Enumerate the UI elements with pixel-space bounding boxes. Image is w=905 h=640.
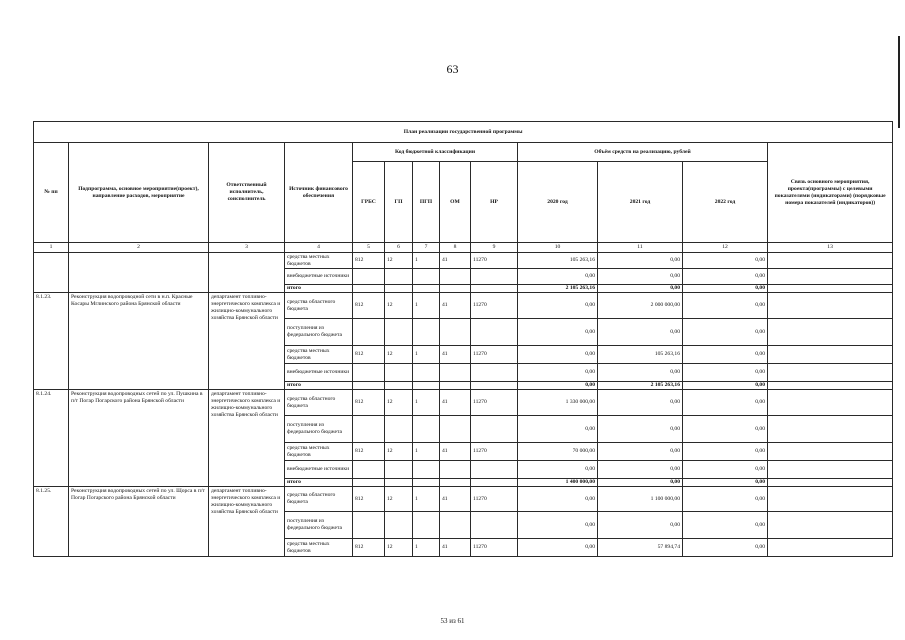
cell-num: 8.1.24.	[34, 390, 69, 487]
cell-2022: 0,00	[683, 253, 768, 269]
column-number: 12	[683, 243, 768, 253]
header-grbs: ГРБС	[353, 162, 385, 243]
cell-2020: 1 330 000,00	[518, 390, 598, 416]
cell-2020: 0,00	[518, 382, 598, 390]
cell-indicator	[768, 346, 893, 364]
cell-2022: 0,00	[683, 364, 768, 382]
cell-indicator	[768, 443, 893, 461]
cell-2021: 0,00	[598, 443, 683, 461]
header-pgp: ПГП	[413, 162, 440, 243]
cell-responsible: департамент топливно-энергетического комплекса и жилищно-коммунального хозяйства Брянской области	[209, 390, 285, 487]
cell-source-total: итого	[285, 479, 353, 487]
column-number: 6	[385, 243, 413, 253]
cell-indicator	[768, 293, 893, 319]
table-row	[34, 293, 893, 319]
cell-2020: 0,00	[518, 293, 598, 319]
header-num: № пп	[34, 143, 69, 243]
cell-2022: 0,00	[683, 293, 768, 319]
header-2021: 2021 год	[598, 162, 683, 243]
cell-2022: 0,00	[683, 390, 768, 416]
cell-nr: 11270	[471, 390, 518, 416]
cell-pgp: 1	[413, 390, 440, 416]
cell-om: 41	[440, 390, 471, 416]
cell-grbs: 812	[353, 390, 385, 416]
table-row	[34, 253, 893, 269]
cell-2021: 0,00	[598, 253, 683, 269]
cell-2022: 0,00	[683, 539, 768, 557]
cell-2021: 0,00	[598, 461, 683, 479]
cell-indicator	[768, 512, 893, 539]
cell-2020: 0,00	[518, 269, 598, 285]
cell-2022: 0,00	[683, 461, 768, 479]
cell-grbs: 812	[353, 487, 385, 512]
cell-2021: 105 263,16	[598, 346, 683, 364]
header-indicator-link: Связь основного мероприятия, проекта(программы) с целевыми показателями (индикаторами) (порядковые номера показателей (индикаторов))	[768, 143, 893, 243]
column-number: 5	[353, 243, 385, 253]
cell-source: внебюджетные источники	[285, 364, 353, 382]
cell-pgp: 1	[413, 293, 440, 319]
cell-om: 41	[440, 443, 471, 461]
cell-om: 41	[440, 487, 471, 512]
cell-2020: 105 263,16	[518, 253, 598, 269]
cell-2021: 0,00	[598, 479, 683, 487]
cell-pgp: 1	[413, 539, 440, 557]
table-title-row	[34, 122, 893, 143]
header-2022: 2022 год	[683, 162, 768, 243]
cell-nr: 11270	[471, 539, 518, 557]
cell-om: 41	[440, 346, 471, 364]
cell-pgp: 1	[413, 487, 440, 512]
cell-source: внебюджетные источники	[285, 269, 353, 285]
cell-2020: 0,00	[518, 487, 598, 512]
cell-nr: 11270	[471, 293, 518, 319]
header-responsible: Ответственный исполнитель, соисполнитель	[209, 143, 285, 243]
cell-gp: 12	[385, 443, 413, 461]
cell-indicator	[768, 285, 893, 293]
cell-indicator	[768, 382, 893, 390]
cell-source-total: итого	[285, 382, 353, 390]
cell-om: 41	[440, 539, 471, 557]
cell-2021: 1 100 000,00	[598, 487, 683, 512]
cell-2020: 1 400 000,00	[518, 479, 598, 487]
cell-2022: 0,00	[683, 285, 768, 293]
cell-grbs: 812	[353, 443, 385, 461]
cell-2021: 0,00	[598, 269, 683, 285]
cell-name	[69, 253, 209, 293]
cell-2020: 0,00	[518, 346, 598, 364]
column-number: 10	[518, 243, 598, 253]
cell-pgp: 1	[413, 346, 440, 364]
cell-num	[34, 253, 69, 293]
cell-gp: 12	[385, 293, 413, 319]
cell-num: 8.1.23.	[34, 293, 69, 390]
header-source: Источник финансового обеспечения	[285, 143, 353, 243]
cell-2020: 0,00	[518, 512, 598, 539]
cell-source: средства местных бюджетов	[285, 443, 353, 461]
cell-responsible: департамент топливно-энергетического комплекса и жилищно-коммунального хозяйства Брянской области	[209, 487, 285, 557]
cell-gp: 12	[385, 539, 413, 557]
scan-edge-mark	[898, 36, 900, 128]
cell-grbs: 812	[353, 293, 385, 319]
cell-2020: 0,00	[518, 461, 598, 479]
cell-name: Реконструкция водопроводной сети в н.п. Красные Косары Мглинского района Брянской области	[69, 293, 209, 390]
cell-nr: 11270	[471, 346, 518, 364]
cell-source: внебюджетные источники	[285, 461, 353, 479]
cell-responsible	[209, 253, 285, 293]
column-number-row	[34, 243, 893, 253]
cell-2022: 0,00	[683, 382, 768, 390]
header-om: ОМ	[440, 162, 471, 243]
cell-source: поступления из федерального бюджета	[285, 319, 353, 346]
cell-pgp: 1	[413, 443, 440, 461]
cell-2021: 0,00	[598, 285, 683, 293]
cell-2021: 0,00	[598, 390, 683, 416]
cell-num: 8.1.25.	[34, 487, 69, 557]
cell-nr: 11270	[471, 487, 518, 512]
cell-2022: 0,00	[683, 269, 768, 285]
cell-source: средства областного бюджета	[285, 293, 353, 319]
column-number: 11	[598, 243, 683, 253]
cell-2021: 57 894,74	[598, 539, 683, 557]
cell-indicator	[768, 390, 893, 416]
cell-indicator	[768, 269, 893, 285]
cell-indicator	[768, 253, 893, 269]
cell-source: поступления из федерального бюджета	[285, 416, 353, 443]
cell-2022: 0,00	[683, 416, 768, 443]
cell-2020: 2 105 263,16	[518, 285, 598, 293]
cell-grbs: 812	[353, 253, 385, 269]
cell-nr: 11270	[471, 253, 518, 269]
cell-2022: 0,00	[683, 479, 768, 487]
cell-2022: 0,00	[683, 443, 768, 461]
cell-2021: 2 000 000,00	[598, 293, 683, 319]
cell-om: 41	[440, 293, 471, 319]
cell-nr: 11270	[471, 443, 518, 461]
cell-name: Реконструкция водопроводных сетей по ул. Щорса в п/т Погар Погарского района Брянской области	[69, 487, 209, 557]
cell-indicator	[768, 539, 893, 557]
cell-indicator	[768, 461, 893, 479]
cell-indicator	[768, 416, 893, 443]
cell-gp: 12	[385, 253, 413, 269]
header-kbk-group: Код бюджетной классификации	[353, 143, 518, 162]
cell-source: средства областного бюджета	[285, 487, 353, 512]
cell-pgp: 1	[413, 253, 440, 269]
cell-om: 41	[440, 253, 471, 269]
header-nr: НР	[471, 162, 518, 243]
cell-2020: 0,00	[518, 416, 598, 443]
page-footer: 53 из 61	[440, 617, 465, 625]
cell-2021: 0,00	[598, 416, 683, 443]
cell-2021: 0,00	[598, 512, 683, 539]
table-row	[34, 390, 893, 416]
header-name: Подпрограмма, основное мероприятие(проект), направление расходов, мероприятие	[69, 143, 209, 243]
cell-2021: 0,00	[598, 364, 683, 382]
cell-grbs: 812	[353, 539, 385, 557]
header-2020: 2020 год	[518, 162, 598, 243]
table-title: План реализации государственной программы	[34, 122, 893, 143]
cell-source: средства местных бюджетов	[285, 253, 353, 269]
cell-2020: 0,00	[518, 319, 598, 346]
cell-2021: 0,00	[598, 319, 683, 346]
page-number: 63	[446, 62, 459, 76]
header-row-1	[34, 143, 893, 162]
column-number: 13	[768, 243, 893, 253]
cell-indicator	[768, 364, 893, 382]
column-number: 8	[440, 243, 471, 253]
cell-indicator	[768, 319, 893, 346]
cell-grbs: 812	[353, 346, 385, 364]
cell-gp: 12	[385, 346, 413, 364]
table-row	[34, 487, 893, 512]
cell-2022: 0,00	[683, 512, 768, 539]
cell-source: средства местных бюджетов	[285, 346, 353, 364]
cell-name: Реконструкция водопроводных сетей по ул. Пушкина в п/т Погар Погарского района Брянской области	[69, 390, 209, 487]
cell-indicator	[768, 487, 893, 512]
cell-source: средства местных бюджетов	[285, 539, 353, 557]
column-number: 2	[69, 243, 209, 253]
program-plan-table	[33, 121, 893, 557]
header-volume-group: Объём средств на реализацию, рублей	[518, 143, 768, 162]
cell-source: средства областного бюджета	[285, 390, 353, 416]
cell-2020: 0,00	[518, 539, 598, 557]
cell-source-total: итого	[285, 285, 353, 293]
cell-gp: 12	[385, 390, 413, 416]
cell-source: поступления из федерального бюджета	[285, 512, 353, 539]
cell-indicator	[768, 479, 893, 487]
cell-2020: 0,00	[518, 364, 598, 382]
cell-responsible: департамент топливно-энергетического комплекса и жилищно-коммунального хозяйства Брянской области	[209, 293, 285, 390]
cell-2022: 0,00	[683, 487, 768, 512]
header-gp: ГП	[385, 162, 413, 243]
cell-2021: 2 105 263,16	[598, 382, 683, 390]
cell-2022: 0,00	[683, 346, 768, 364]
cell-gp: 12	[385, 487, 413, 512]
column-number: 7	[413, 243, 440, 253]
column-number: 1	[34, 243, 69, 253]
column-number: 9	[471, 243, 518, 253]
column-number: 3	[209, 243, 285, 253]
column-number: 4	[285, 243, 353, 253]
cell-2022: 0,00	[683, 319, 768, 346]
cell-2020: 70 000,00	[518, 443, 598, 461]
